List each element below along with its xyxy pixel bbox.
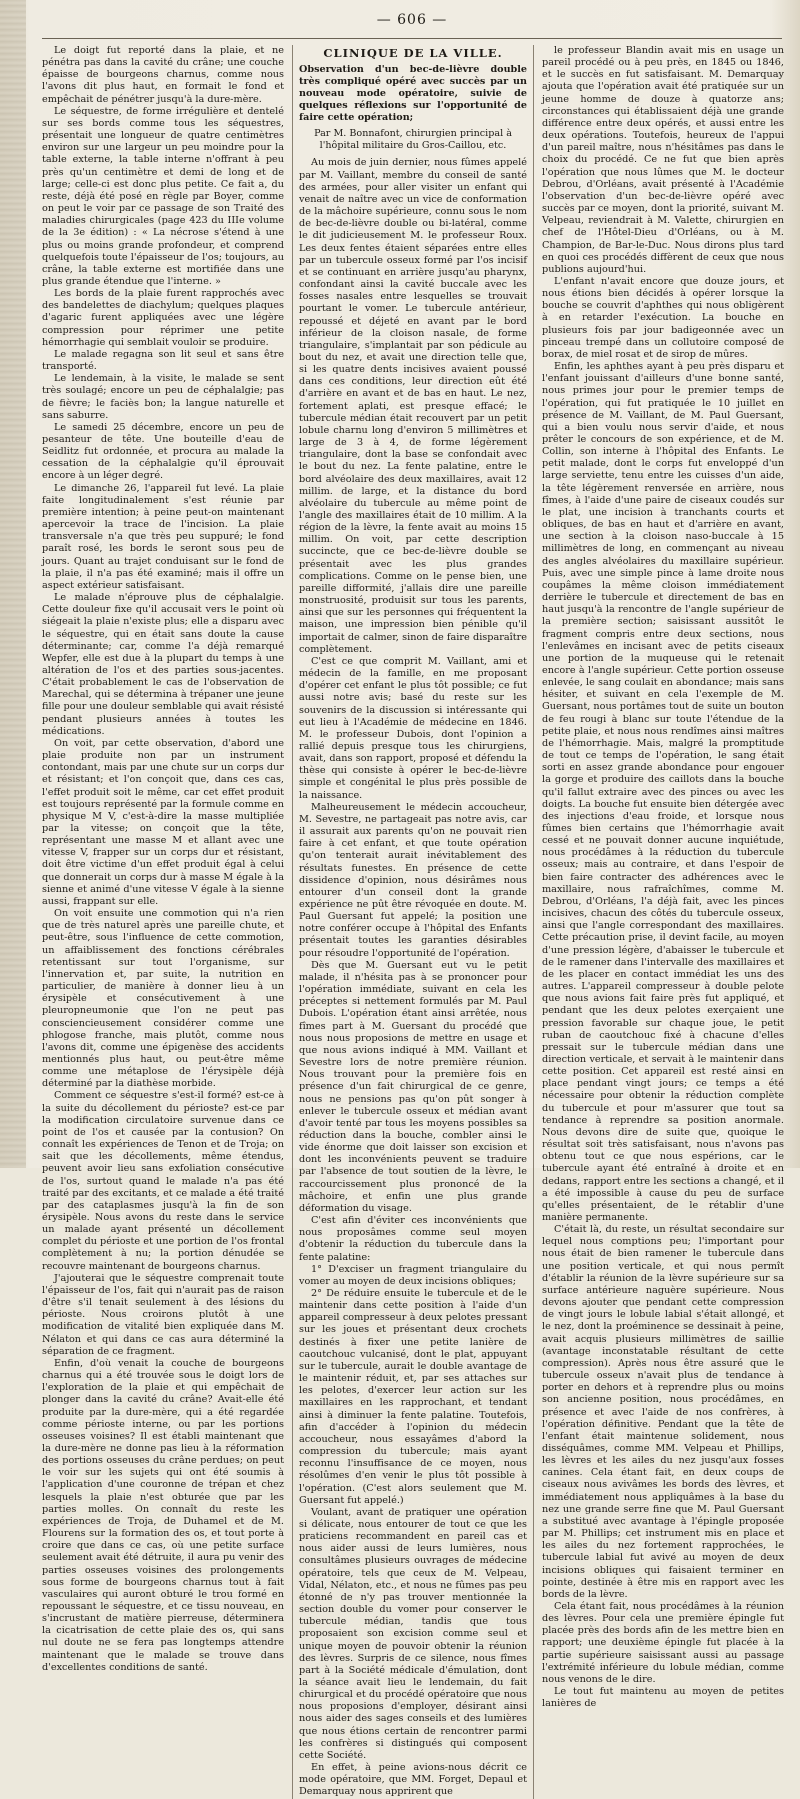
paragraph: Le malade regagna son lit seul et sans être transporté. (42, 348, 284, 373)
paragraph: J'ajouterai que le séquestre comprenait toute l'épaisseur de l'os, fait qui n'aurait pas de raison d'être s'il tenait seulement à des lésions du périoste. Nous croirons plutôt à une modification de vitalité bien expliquée dans M. Nélaton et qui dans ce cas aura déterminé la séparation de ce fragment. (42, 1272, 284, 1357)
text-columns (42, 45, 784, 1798)
column-middle (292, 45, 534, 1799)
paragraph: Le tout fut maintenu au moyen de petites lanières de (542, 1686, 784, 1710)
paragraph: C'est afin d'éviter ces inconvénients que nous proposâmes comme seul moyen d'obtenir la réduction du tubercule dans la fente palatine: (299, 1215, 527, 1263)
paragraph: Les bords de la plaie furent rapprochés avec des bandelettes de diachylum; quelques plaques d'agaric furent appliquées avec une légère compression pour réprimer une petite hémorrhagie qui semblait vouloir se produire. (42, 288, 284, 348)
paragraph: Cela étant fait, nous procédâmes à la réunion des lèvres. Pour cela une première épingle fut placée près des bords afin de les mettre bien en rapport; une deuxième épingle fut placée à la partie supérieure saisissant aussi au passage l'extrémité inférieure du lobule médian, comme nous venons de le dire. (542, 1601, 784, 1685)
paragraph: Le samedi 25 décembre, encore un peu de pesanteur de tête. Une bouteille d'eau de Seidlitz fut ordonnée, et procura au malade la cessation de la céphalalgie qu'il éprouvait encore à un léger degré. (42, 421, 284, 482)
paragraph: On voit ensuite une commotion qui n'a rien que de très naturel après une pareille chute, et peut-être, sous l'influence de cette commotion, un affaiblissement des fonctions cérébrales retentissant sur tout l'organisme, sur l'innervation et, par suite, la nutrition en particulier, de manière à donner lieu à un érysipèle et consécutivement à une pleuropneumonie que l'on ne peut pas consciencieusement considérer comme une phlogose franche, mais plutôt, comme nous l'avons dit, comme une épigenèse des accidents mentionnés plus haut, ou peut-être même comme une métaplose de l'érysipèle déjà déterminé par la diathèse morbide. (42, 908, 284, 1090)
paragraph: C'était là, du reste, un résultat secondaire sur lequel nous comptions peu; l'important pour nous était de bien ramener le tubercule dans une position verticale, et qui nous permît d'établir la réunion de la lèvre supérieure sur sa surface antérieure naguère supérieure. Nous devons ajouter que pendant cette compression de vingt jours le lobule labial s'était allongé, et le nez, dont la proéminence se dessinait à peine, avait acquis plusieurs millimètres de saillie (avantage inconstatable résultant de cette compression). Après nous être assuré que le tubercule osseux n'avait plus de tendance à porter en dehors et à reprendre plus ou moins son ancienne position, nous procédâmes, en présence et avec l'aide de nos confrères, à l'opération définitive. Pendant que la tête de l'enfant était maintenue solidement, nous disséquâmes, comme MM. Velpeau et Phillips, les lèvres et les ailes du nez jusqu'aux fosses canines. Cela étant fait, en deux coups de ciseaux nous avivâmes les bords des lèvres, et immédiatement nous appliquâmes à la base du nez une grande serre fine que M. Paul Guersant a substitué avec avantage à l'épingle proposée par M. Phillips; cet instrument mis en place et les ailes du nez fortement rapprochées, le tubercule labial fut avivé au moyen de deux incisions obliques qui faisaient terminer en pointe, destinée à être mis en rapport avec les bords de la lèvre. (542, 1224, 784, 1600)
column-left (42, 45, 284, 1799)
paragraph: Comment ce séquestre s'est-il formé? est-ce à la suite du décollement du périoste? est-ce par la modification circulatoire survenue dans ce point de l'os et causée par la contusion? On connaît les expériences de Tenon et de Troja; on sait que les décollements, même étendus, peuvent avoir lieu sans exfoliation consécutive de l'os, surtout quand le malade n'a pas été traité par des excitants, et ce malade a été traité par des cataplasmes jusqu'à la fin de son érysipèle. Nous avons du reste dans le service un malade ayant présenté un décollement complet du périoste et une portion de l'os frontal complètement à nu; la portion dénudée se recouvre maintenant de bourgeons charnus. (42, 1090, 284, 1272)
paragraph: On voit, par cette observation, d'abord une plaie produite non par un instrument contondant, mais par une chute sur un corps dur et résistant; et l'on conçoit que, dans ces cas, l'effet produit soit le même, car cet effet produit est toujours représenté par la formule comme en physique M V, c'est-à-dire la masse multipliée par la vitesse; on conçoit que la tête, représentant une masse M et allant avec une vitesse V, frapper sur un corps dur et résistant, doit être victime d'un effet produit égal à celui que donnerait un corps dur à masse M égale à la sienne et animé d'une vitesse V égale à la sienne aussi, frappant sur elle. (42, 737, 284, 907)
paragraph: Le malade n'éprouve plus de céphalalgie. Cette douleur fixe qu'il accusait vers le point où siégeait la plaie n'existe plus; elle a disparu avec le séquestre, qui en était sans doute la cause déterminante; car, comme l'a déjà remarqué Wepfer, elle est due à la plupart du temps à une altération de l'os et des parties sous-jacentes. C'était probablement le cas de l'observation de Marechal, qui se détermina à trépaner une jeune fille pour une douleur semblable qui avait résisté pendant plusieurs années à toutes les médications. (42, 592, 284, 737)
article-heading: Observation d'un bec-de-lièvre double très compliqué opéré avec succès par un nouveau mode opératoire, suivie de quelques réflexions sur l'opportunité de faire cette opération; (299, 64, 527, 124)
paragraph: Le doigt fut reporté dans la plaie, et ne pénétra pas dans la cavité du crâne; une couche épaisse de bourgeons charnus, comme nous l'avons dit plus haut, en formait le fond et empêchait de pénétrer jusqu'à la dure-mère. (42, 45, 284, 105)
paragraph: Voulant, avant de pratiquer une opération si délicate, nous entourer de tout ce que les praticiens recommandent en pareil cas et nous aider aussi de leurs lumières, nous consultâmes plusieurs ouvrages de médecine opératoire, tels que ceux de M. Velpeau, Vidal, Nélaton, etc., et nous ne fûmes pas peu étonné de n'y pas trouver mentionnée la section double du vomer pour conserver le tubercule médian, tandis que tous proposaient son excision comme seul et unique moyen de pouvoir obtenir la réunion des lèvres. Surpris de ce silence, nous fîmes part à la Société médicale d'émulation, dont la séance avait lieu le lendemain, du fait chirurgical et du procédé opératoire que nous nous proposions d'employer, désirant ainsi nous aider des sages conseils et des lumières que nous étions certain de rencontrer parmi les confrères si distingués qui composent cette Société. (299, 1506, 527, 1761)
paragraph: L'enfant n'avait encore que douze jours, et nous étions bien décidés à opérer lorsque la bouche se couvrit d'aphthes qui nous obligèrent à en retarder l'exécution. La bouche en plusieurs fois par jour badigeonnée avec un pinceau trempé dans un collutoire composé de borax, de miel rosat et de sirop de mûres. (542, 275, 784, 360)
paragraph: Au mois de juin dernier, nous fûmes appelé par M. Vaillant, membre du conseil de santé des armées, pour aller visiter un enfant qui venait de naître avec un vice de conformation de la mâchoire supérieure, connu sous le nom de bec-de-lièvre double ou bi-latéral, comme le dit judicieusement M. le professeur Roux. Les deux fentes étaient séparées entre elles par un tubercule osseux formé par l'os incisif et se continuant en arrière jusqu'au pharynx, confondant ainsi la cavité buccale avec les fosses nasales entre lesquelles se trouvait pourtant le vomer. Le tubercule antérieur, repoussé et déjeté en avant par le bord inférieur de la cloison nasale, de forme triangulaire, s'implantait par son pédicule au bout du nez, et avait une direction telle que, si les quatre dents incisives avaient poussé dans ces conditions, leur direction eût été d'arrière en avant et de bas en haut. Le nez, fortement aplati, est presque effacé; le tubercule médian était recouvert par un petit lobule charnu long d'environ 5 millimètres et large de 3 à 4, de forme légèrement triangulaire, dont la base se confondait avec le bout du nez. La fente palatine, entre le bord alvéolaire des deux maxillaires, avait 12 millim. de large, et la distance du bord alvéolaire du tubercule au même point de l'angle des maxillaires était de 10 millim. A la région de la lèvre, la fente avait au moins 15 millim. On voit, par cette description succincte, que ce bec-de-lièvre double se présentait avec les plus grandes complications. Comme on le pense bien, une pareille difformité, j'allais dire une pareille monstruosité, produisit sur tous les parents, ainsi que sur les personnes qui fréquentent la maison, une impression bien pénible qu'il importait de calmer, sinon de faire disparaître complètement. (299, 157, 527, 655)
page-number: — 606 — (376, 12, 448, 28)
section-title: CLINIQUE DE LA VILLE. (323, 46, 503, 60)
paragraph: Dès que M. Guersant eut vu le petit malade, il n'hésita pas à se prononcer pour l'opération immédiate, suivant en cela les préceptes si nettement formulés par M. Paul Dubois. L'opération étant ainsi arrêtée, nous fîmes part à M. Guersant du procédé que nous nous proposions de mettre en usage et que nous avions indiqué à MM. Vaillant et Sevestre lors de notre première réunion. Nous trouvant pour la première fois en présence d'un fait chirurgical de ce genre, nous ne pensions pas qu'on pût songer à enlever le tubercule osseux et médian avant d'avoir tenté par tous les moyens possibles sa réduction dans la bouche, combler ainsi le vide énorme que doit laisser son excision et dont les inconvénients peuvent se traduire par l'absence de tout soutien de la lèvre, le raccourcissement plus prononcé de la mâchoire, et enfin une plus grande déformation du visage. (299, 959, 527, 1214)
paragraph: En effet, à peine avions-nous décrit ce mode opératoire, que MM. Forget, Depaul et Demarquay nous apprirent que (299, 1762, 527, 1798)
paragraph: C'est ce que comprit M. Vaillant, ami et médecin de la famille, en me proposant d'opérer cet enfant le plus tôt possible; ce fut aussi notre avis; basé du reste sur les souvenirs de la discussion si intéressante qui eut lieu à l'Académie de médecine en 1846. M. le professeur Dubois, dont l'opinion a rallié depuis presque tous les chirurgiens, avait, dans son rapport, proposé et défendu la thèse qui consiste à opérer le bec-de-lièvre simple et congénital le plus près possible de la naissance. (299, 655, 527, 801)
paragraph: 2° De réduire ensuite le tubercule et de le maintenir dans cette position à l'aide d'un appareil compresseur à deux pelotes pressant sur les joues et présentant deux crochets destinés à fixer une petite lanière de caoutchouc vulcanisé, dont le plat, appuyant sur le tubercule, aurait le double avantage de le maintenir réduit, et, par ses attaches sur les pelotes, d'exercer leur action sur les maxillaires en les rapprochant, et tendant ainsi à diminuer la fente palatine. Toutefois, afin d'accéder à l'opinion du médecin accoucheur, nous essayâmes d'abord la compression du tubercule; mais ayant reconnu l'insuffisance de ce moyen, nous résolûmes d'en venir le plus tôt possible à l'opération. (C'est alors seulement que M. Guersant fut appelé.) (299, 1288, 527, 1506)
paragraph: Enfin, d'où venait la couche de bourgeons charnus qui a été trouvée sous le doigt lors de l'exploration de la plaie et qui empêchait de plonger dans la cavité du crâne? Avait-elle été produite par la dure-mère, qui a été regardée comme périoste interne, ou par les portions osseuses voisines? Il est établi maintenant que la dure-mère ne donne pas lieu à la réformation des portions osseuses du crâne perdues; on peut le voir sur les sujets qui ont été soumis à l'application d'une couronne de trépan et chez lesquels la plaie n'est obturée que par les parties molles. On connaît du reste les expériences de Troja, de Duhamel et de M. Flourens sur la formation des os, et tout porte à croire que dans ce cas, où une petite surface seulement avait été détruite, il aura pu venir des parties osseuses voisines des prolongements sous forme de bourgeons charnus tout à fait vasculaires qui auront obturé le trou formé en repoussant le séquestre, et ce tissu nouveau, en s'incrustant de matière pierreuse, déterminera la cicatrisation de cette plaie des os, qui sans nul doute ne se fera pas longtemps attendre maintenant que le malade se trouve dans d'excellentes conditions de santé. (42, 1357, 284, 1673)
paragraph: Enfin, les aphthes ayant à peu près disparu et l'enfant jouissant d'ailleurs d'une bonne santé, nous primes jour pour le premier temps de l'opération, qui fut pratiquée le 10 juillet en présence de M. Vaillant, de M. Paul Guersant, qui a bien voulu nous servir d'aide, et nous prêter le concours de son expérience, et de M. Collin, son interne à l'hôpital des Enfants. Le petit malade, dont le corps fut enveloppé d'un large serviette, tenu entre les cuisses d'un aide, la tête légèrement renversée en arrière, nous fîmes, à l'aide d'une paire de ciseaux coudés sur le plat, une incision à tranchants courts et obliques, de bas en haut et d'arrière en avant, une section à la cloison naso-buccale à 15 millimètres de long, en commençant au niveau des angles alvéolaires du maxillaire supérieur. Puis, avec une simple pince à lame droite nous coupâmes la même cloison immédiatement derrière le tubercule et directement de bas en haut jusqu'à la rencontre de l'angle supérieur de la première section; saisissant aussitôt le fragment compris entre deux sections, nous l'enlevâmes en incisant avec de petits ciseaux une portion de la muqueuse qui le retenait encore à l'angle supérieur. Cette portion osseuse enlevée, le sang coulait en abondance; mais sans hésiter, et suivant en cela l'exemple de M. Guersant, nous portâmes tout de suite un bouton de feu rougi à blanc sur toute l'étendue de la petite plaie, et nous nous rendîmes ainsi maîtres de l'hémorrhagie. Mais, malgré la promptitude de tout ce temps de l'opération, le sang était sorti en assez grande abondance pour engouer la gorge et produire des caillots dans la bouche qu'il fallut extraire avec des pinces ou avec les doigts. La bouche fut ensuite bien détergée avec des injections d'eau froide, et lorsque nous fûmes bien certains que l'hémorrhagie avait cessé et ne pouvait donner aucune inquiétude, nous procédâmes à la réduction du tubercule osseux; mais au contraire, et dans l'espoir de bien faire contracter des adhérences avec le maxillaire, nous rafraîchîmes, comme M. Debrou, d'Orléans, l'a déjà fait, avec les pinces incisives, chacun des côtés du tubercule osseux, ainsi que l'angle correspondant des maxillaires. Cette précaution prise, il devint facile, au moyen d'une pression légère, d'abaisser le tubercule et de le ramener dans l'intervalle des maxillaires et de les placer en contact immédiat les uns des autres. L'appareil compresseur à double pelote que nous avions fait faire près fut appliqué, et pendant que les deux pelotes exerçaient une pression favorable sur chaque joue, le petit ruban de caoutchouc fixé à chacune d'elles pressait sur le tubercule médian dans une direction verticale, et servait à le maintenir dans cette position. Cet appareil est resté ainsi en place pendant vingt jours; ce temps a été nécessaire pour obtenir la réduction complète du tubercule et pour m'assurer que tout sa tendance à reprendre sa position anormale. Nous devons dire de suite que, quoique le résultat soit très satisfaisant, nous n'avons pas obtenu tout ce que nous espérions, car le tubercule ayant été entraîné à droite et en dedans, rapport entre les sections a changé, et il a été impossible à cause du peu de surface qu'elles présentaient, de le rétablir d'une manière permanente. (542, 361, 784, 1223)
paragraph: Le lendemain, à la visite, le malade se sent très soulagé; encore un peu de céphalalgie; pas de fièvre; le faciès bon; la langue naturelle et sans saburre. (42, 373, 284, 421)
paragraph: Le dimanche 26, l'appareil fut levé. La plaie faite longitudinalement s'est réunie par première intention; à peine peut-on maintenant apercevoir la trace de l'incision. La plaie transversale n'a que très peu suppuré; le fond paraît rosé, les bords le seront sous peu de jours. Quant au trajet conduisant sur le fond de la plaie, il n'a pas été examiné; mais il offre un aspect extérieur satisfaisant. (42, 482, 284, 591)
column-right (542, 45, 784, 1799)
binding-spine (0, 0, 26, 1168)
paragraph: le professeur Blandin avait mis en usage un pareil procédé ou à peu près, en 1845 ou 1846, et le succès en fut satisfaisant. M. Demarquay ajouta que l'opération avait été pratiquée sur un jeune homme de douze à quatorze ans; circonstances qui établissaient déjà une grande différence entre deux opérés, et aussi entre les deux opérations. Toutefois, heureux de l'appui d'un pareil maître, nous n'hésitâmes pas dans le choix du procédé. Ce ne fut que bien après l'opération que nous lûmes que M. le docteur Debrou, d'Orléans, avait présenté à l'Académie l'observation d'un bec-de-lièvre opéré avec succès par ce moyen, dont la priorité, suivant M. Velpeau, reviendrait à M. Valette, chirurgien en chef de l'Hôtel-Dieu d'Orléans, ou à M. Champion, de Bar-le-Duc. Nous dirons plus tard en quoi ces procédés diffèrent de ceux que nous publions aujourd'hui. (542, 45, 784, 275)
article-author: Par M. Bonnafont, chirurgien principal à l'hôpital militaire du Gros-Caillou, etc. (314, 128, 512, 152)
paragraph: Malheureusement le médecin accoucheur, M. Sevestre, ne partageait pas notre avis, car il assurait aux parents qu'on ne pouvait rien faire à cet enfant, et que toute opération qu'on tenterait aurait inévitablement des résultats funestes. En présence de cette dissidence d'opinion, nous désirâmes nous entourer d'un conseil dont la grande expérience ne pût être révoquée en doute. M. Paul Guersant fut appelé; la position une notre conférer occupe à l'hôpital des Enfants présentait toutes les garanties désirables pour résoudre l'opportunité de l'opération. (299, 801, 527, 959)
paragraph: Le séquestre, de forme irrégulière et dentelé sur ses bords comme tous les séquestres, présentait une longueur de quatre centimètres environ sur une largeur un peu moindre pour la table externe, la table interne n'offrant à peu près qu'un centimètre et demi de long et de large; celle-ci est donc plus petite. Ce fait a, du reste, déjà été posé en règle par Boyer, comme on peut le voir par ce passage de son Traité des maladies chirurgicales (page 423 du IIIe volume de la 3e édition) : « La nécrose s'étend à une plus ou moins grande profondeur, et comprend quelquefois toute l'épaisseur de l'os; toujours, au crâne, la table externe est mortifiée dans une plus grande étendue que l'interne. » (42, 105, 284, 287)
page-header (42, 8, 782, 39)
paragraph: 1° D'exciser un fragment triangulaire du vomer au moyen de deux incisions obliques; (299, 1263, 527, 1287)
